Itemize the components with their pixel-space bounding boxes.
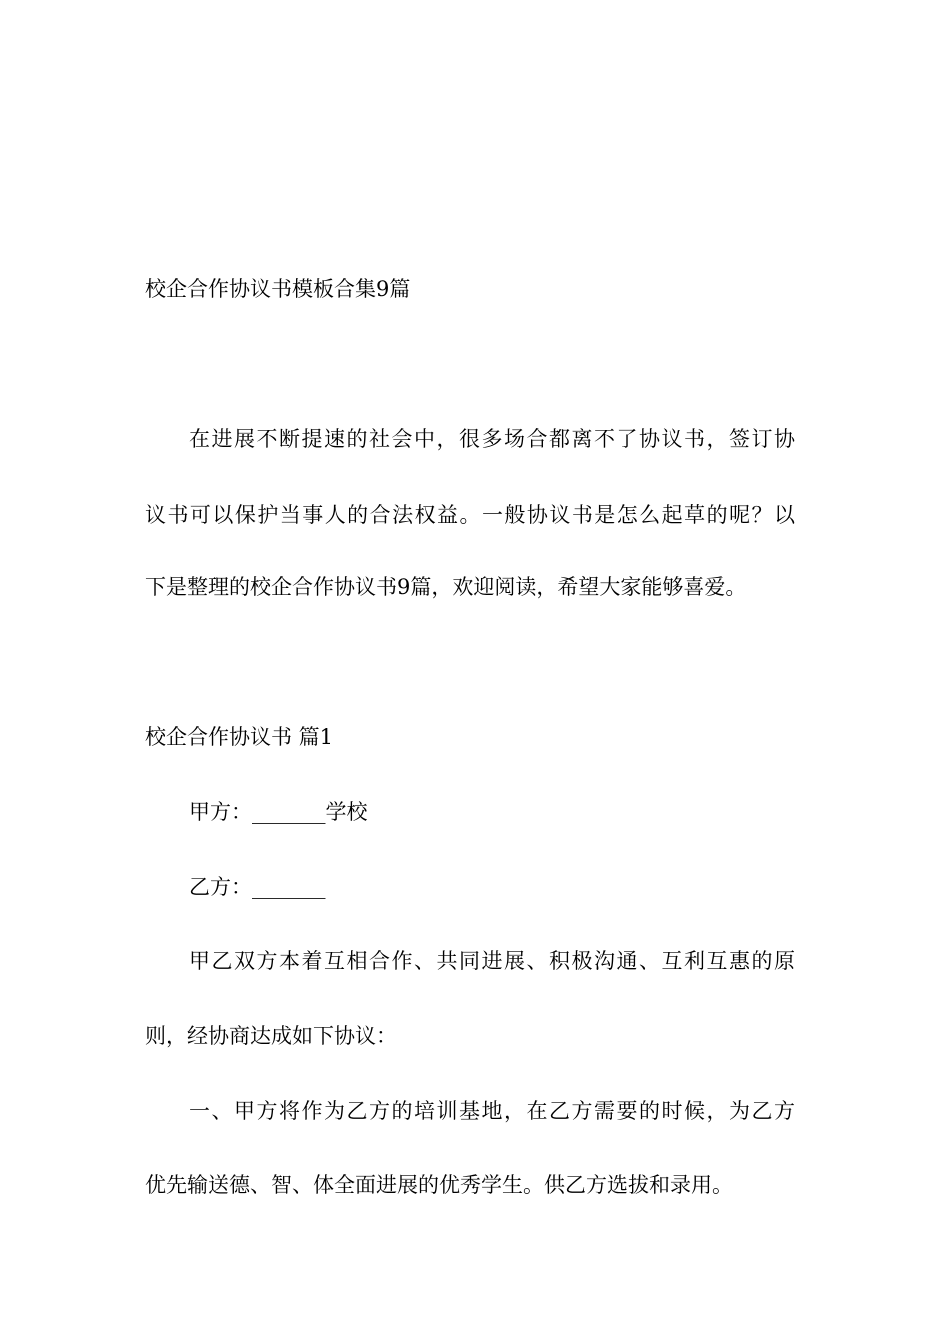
intro-line-1: 在进展不断提速的社会中，很多场合都离不了协议书，签订协 <box>189 427 795 451</box>
clause-1-line-2: 优先输送德、智、体全面进展的优秀学生。供乙方选拔和录用。 <box>145 1173 733 1197</box>
principle-line-1: 甲乙双方本着互相合作、共同进展、积极沟通、互利互惠的原 <box>189 949 795 973</box>
party-a-line: 甲方：_______学校 <box>189 800 368 824</box>
section-heading-1: 校企合作协议书 篇1 <box>145 725 334 749</box>
intro-line-3: 下是整理的校企合作协议书9篇，欢迎阅读，希望大家能够喜爱。 <box>145 575 747 599</box>
clause-1-line-1: 一、甲方将作为乙方的培训基地，在乙方需要的时候，为乙方 <box>189 1099 795 1123</box>
document-title: 校企合作协议书模板合集9篇 <box>145 277 411 301</box>
intro-line-2: 议书可以保护当事人的合法权益。一般协议书是怎么起草的呢？以 <box>145 503 795 527</box>
party-b-line: 乙方：_______ <box>189 875 326 899</box>
principle-line-2: 则，经协商达成如下协议： <box>145 1024 397 1048</box>
